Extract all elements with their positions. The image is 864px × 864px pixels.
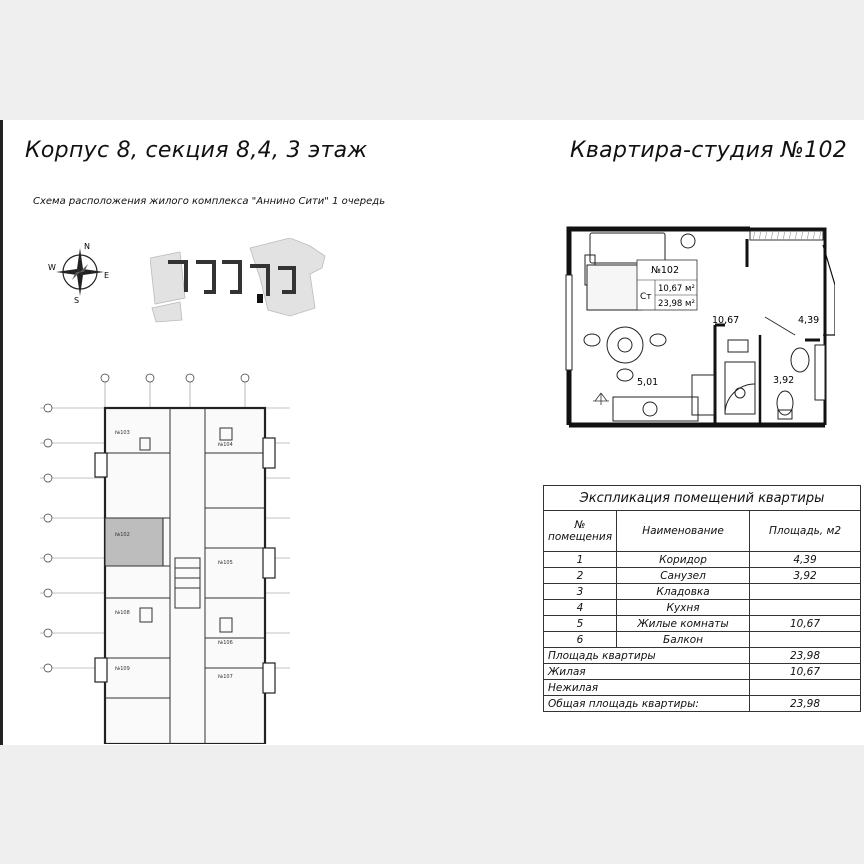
apt-living-area: 10,67 м² [658,284,695,294]
total-label: Площадь квартиры [544,648,750,664]
compass-s: S [74,296,80,304]
apt-marker: Ст [640,292,652,302]
total-value: 10,67 [750,664,861,680]
total-value: 23,98 [750,696,861,712]
row-name: Санузел [617,568,750,584]
row-number: 4 [544,600,617,616]
total-label: Нежилая [544,680,750,696]
row-area: 3,92 [750,568,861,584]
row-name: Кухня [617,600,750,616]
room-corridor-area: 4,39 [798,315,820,326]
apt-total-area: 23,98 м² [658,299,695,309]
unit-label: №109 [115,666,130,672]
totals-row [544,680,861,696]
unit-label: №107 [218,674,233,680]
apartment-title: Квартира-студия №102 [570,138,848,163]
total-label: Общая площадь квартиры: [544,696,750,712]
scheme-caption: Схема расположения жилого комплекса "Аннино Сити" 1 очередь [33,196,386,207]
row-name: Жилые комнаты [617,616,750,632]
table-row [544,616,861,632]
table-row [544,584,861,600]
unit-label: №104 [218,442,233,448]
totals-row [544,664,861,680]
row-name: Коридор [617,552,750,568]
compass-e: E [104,271,110,280]
row-number: 6 [544,632,617,648]
row-name: Балкон [617,632,750,648]
table-row [544,568,861,584]
floor-plan [40,368,300,744]
apt-number: №102 [651,265,680,276]
totals-row [544,696,861,712]
row-number: 5 [544,616,617,632]
unit-label: №103 [115,430,130,436]
compass-rose [48,240,112,304]
building-title: Корпус 8, секция 8,4, 3 этаж [25,138,368,163]
table-row [544,600,861,616]
row-area [750,584,861,600]
site-scheme [150,238,335,323]
total-value [750,680,861,696]
apartment-plan [565,225,835,430]
row-number: 2 [544,568,617,584]
room-kitchen-area: 5,01 [637,377,659,388]
totals-row [544,648,861,664]
unit-label: №105 [218,560,233,566]
row-area [750,600,861,616]
compass-w: W [48,263,56,272]
room-bath-area: 3,92 [773,375,795,386]
header-number: № помещения [544,511,617,552]
header-area: Площадь, м2 [750,511,861,552]
compass-n: N [84,242,90,251]
row-area: 10,67 [750,616,861,632]
total-label: Жилая [544,664,750,680]
page-edge [0,120,3,745]
room-living-area: 10,67 [712,315,740,326]
total-value: 23,98 [750,648,861,664]
row-number: 3 [544,584,617,600]
row-area: 4,39 [750,552,861,568]
row-area [750,632,861,648]
explication-table [543,485,861,712]
table-row [544,632,861,648]
row-number: 1 [544,552,617,568]
table-row [544,552,861,568]
unit-label: №108 [115,610,130,616]
explication-caption: Экспликация помещений квартиры [544,486,861,511]
header-name: Наименование [617,511,750,552]
unit-label: №102 [115,532,130,538]
unit-label: №106 [218,640,233,646]
row-name: Кладовка [617,584,750,600]
